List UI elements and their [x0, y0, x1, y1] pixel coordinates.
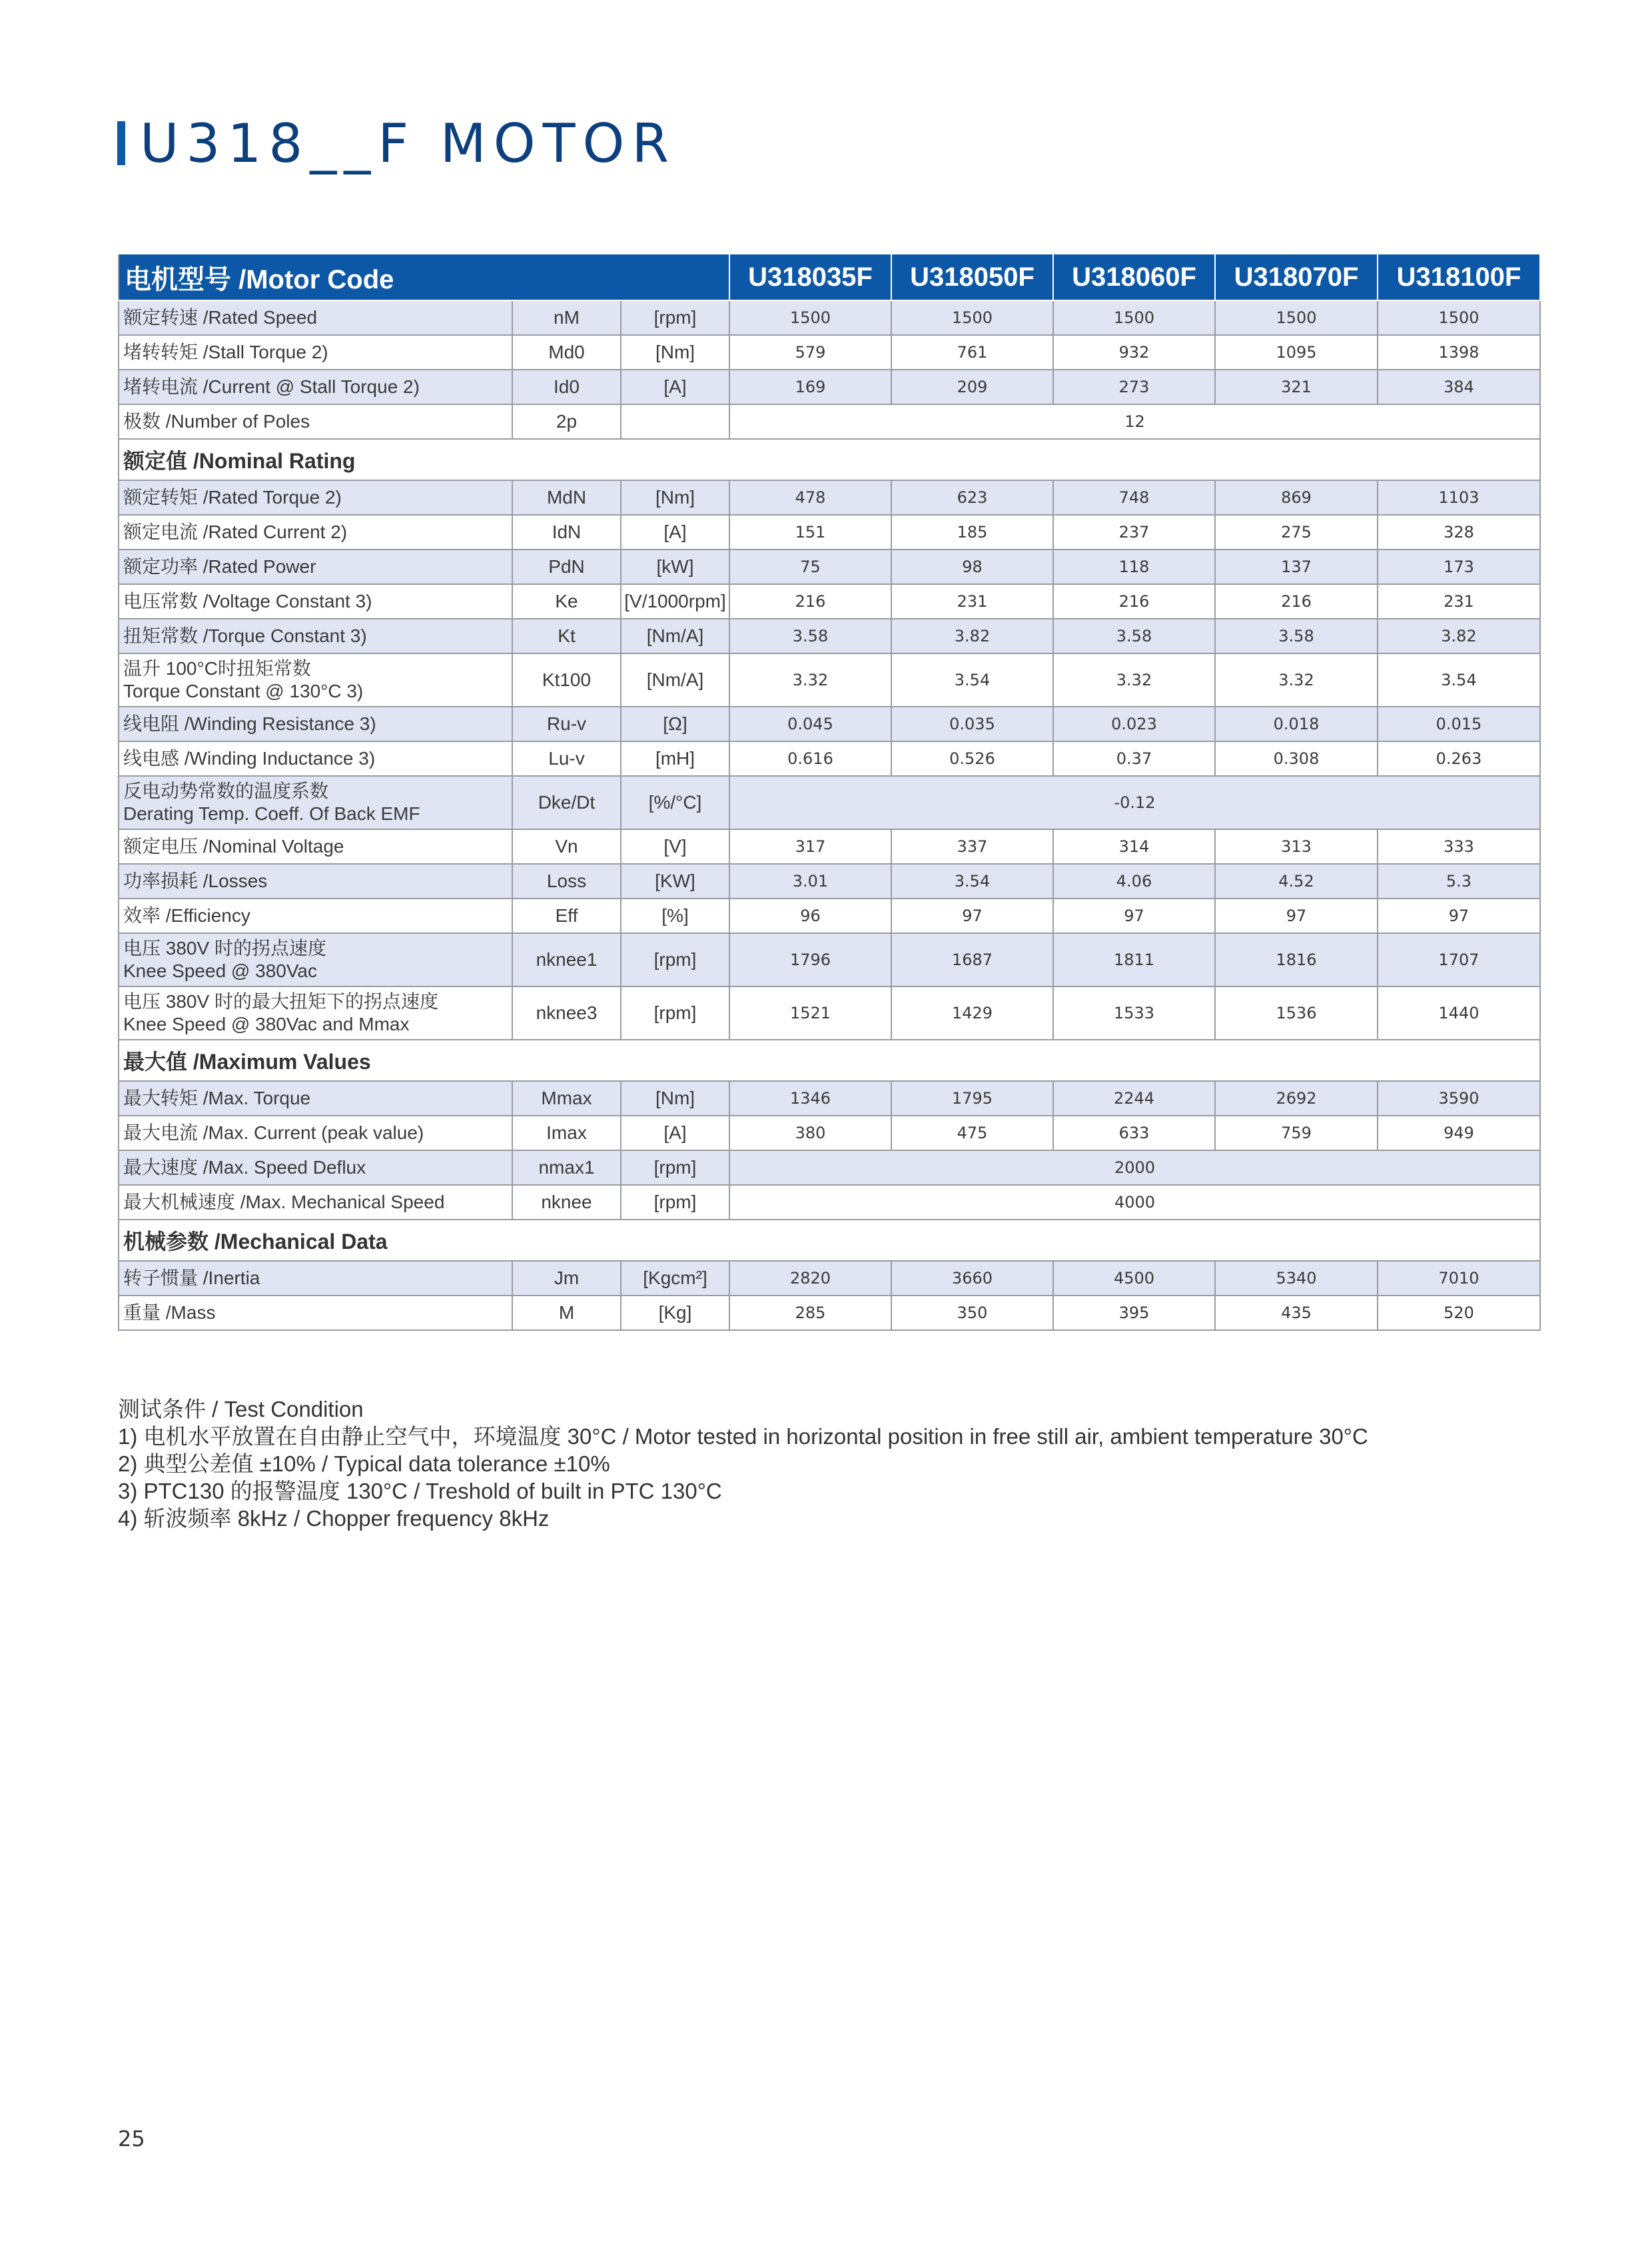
- table-row: [119, 986, 1540, 1040]
- value-cell: 1811: [1053, 933, 1215, 986]
- value-cell: 3.58: [1215, 619, 1378, 653]
- parameter-label-line: 额定电压 /Nominal Voltage: [123, 836, 344, 857]
- table-row: [119, 1081, 1540, 1116]
- value-cell: 478: [729, 480, 891, 515]
- test-conditions: [118, 1395, 1368, 1532]
- parameter-label: [119, 404, 512, 439]
- value-cell: 2692: [1215, 1081, 1378, 1116]
- section-heading: 机械参数 /Mechanical Data: [119, 1220, 1540, 1261]
- parameter-label: [119, 550, 512, 584]
- parameter-label-line: Derating Temp. Coeff. Of Back EMF: [123, 803, 420, 824]
- value-cell: 1707: [1378, 933, 1540, 986]
- value-cell: 185: [891, 515, 1053, 550]
- parameter-symbol: Imax: [512, 1116, 621, 1150]
- value-cell: 3590: [1378, 1081, 1540, 1116]
- parameter-symbol: Dke/Dt: [512, 776, 621, 829]
- value-cell: 1795: [891, 1081, 1053, 1116]
- parameter-unit: [Ω]: [621, 707, 729, 741]
- table-row: [119, 1116, 1540, 1150]
- note-item: 3) PTC130 的报警温度 130°C / Treshold of built in PTC 130°C: [118, 1479, 722, 1503]
- parameter-symbol: Vn: [512, 829, 621, 864]
- parameter-label-line: 额定电流 /Rated Current 2): [123, 522, 348, 542]
- value-cell: 3.01: [729, 864, 891, 899]
- table-row: [119, 899, 1540, 933]
- parameter-label-line: 电压常数 /Voltage Constant 3): [123, 591, 372, 611]
- value-cell: 384: [1378, 370, 1540, 404]
- section-row: [119, 439, 1540, 480]
- table-row: [119, 619, 1540, 653]
- parameter-unit: [Kgcm²]: [621, 1261, 729, 1296]
- section-heading: 最大值 /Maximum Values: [119, 1040, 1540, 1081]
- parameter-label-line: 温升 100°C时扭矩常数: [123, 658, 311, 679]
- parameter-symbol: nM: [512, 300, 621, 335]
- table-row: [119, 1261, 1540, 1296]
- parameter-unit: [KW]: [621, 864, 729, 899]
- page-number: 25: [118, 2126, 145, 2151]
- value-cell: 216: [1053, 584, 1215, 619]
- model-header: U318060F: [1053, 254, 1215, 300]
- parameter-label: [119, 480, 512, 515]
- table-row: [119, 370, 1540, 404]
- table-row: [119, 741, 1540, 776]
- value-cell: 3.58: [1053, 619, 1215, 653]
- table-row: [119, 1185, 1540, 1220]
- parameter-unit: [rpm]: [621, 300, 729, 335]
- parameter-label-line: Knee Speed @ 380Vac: [123, 960, 318, 981]
- parameter-label: [119, 370, 512, 404]
- parameter-unit: [mH]: [621, 741, 729, 776]
- parameter-unit: [kW]: [621, 550, 729, 584]
- value-cell: 1500: [1215, 300, 1378, 335]
- value-cell: 98: [891, 550, 1053, 584]
- value-cell: 173: [1378, 550, 1540, 584]
- value-cell: 151: [729, 515, 891, 550]
- parameter-label-line: 扭矩常数 /Torque Constant 3): [123, 625, 367, 646]
- parameter-symbol: PdN: [512, 550, 621, 584]
- table-row: [119, 1150, 1540, 1185]
- value-cell: 633: [1053, 1116, 1215, 1150]
- parameter-label-line: 堵转转矩 /Stall Torque 2): [123, 342, 328, 362]
- value-cell: 1533: [1053, 986, 1215, 1040]
- table-row: [119, 829, 1540, 864]
- parameter-label: [119, 707, 512, 741]
- value-cell: 0.616: [729, 741, 891, 776]
- parameter-label-line: 线电阻 /Winding Resistance 3): [123, 713, 376, 734]
- parameter-label: [119, 619, 512, 653]
- parameter-label-line: 转子惯量 /Inertia: [123, 1268, 260, 1288]
- table-header-row: [119, 254, 1540, 300]
- parameter-symbol: Loss: [512, 864, 621, 899]
- parameter-symbol: Lu-v: [512, 741, 621, 776]
- parameter-label: [119, 933, 512, 986]
- parameter-label: [119, 741, 512, 776]
- table-row: [119, 584, 1540, 619]
- parameter-symbol: Eff: [512, 899, 621, 933]
- value-cell: 3.32: [1215, 653, 1378, 707]
- value-cell: 0.015: [1378, 707, 1540, 741]
- parameter-label-line: 最大速度 /Max. Speed Deflux: [123, 1157, 366, 1178]
- value-cell: 2820: [729, 1261, 891, 1296]
- value-cell: 237: [1053, 515, 1215, 550]
- value-cell-merged: 12: [729, 404, 1540, 439]
- parameter-symbol: 2p: [512, 404, 621, 439]
- value-cell: 932: [1053, 335, 1215, 370]
- value-cell: 0.035: [891, 707, 1053, 741]
- value-cell: 1687: [891, 933, 1053, 986]
- value-cell: 3.54: [1378, 653, 1540, 707]
- value-cell: 231: [1378, 584, 1540, 619]
- table-row: [119, 515, 1540, 550]
- value-cell: 97: [1053, 899, 1215, 933]
- motor-code-label: 电机型号 /Motor Code: [119, 254, 729, 300]
- value-cell: 748: [1053, 480, 1215, 515]
- parameter-label: [119, 1185, 512, 1220]
- parameter-label: [119, 986, 512, 1040]
- note-item: 1) 电机水平放置在自由静止空气中，环境温度 30°C / Motor tested in horizontal position in free still air, ambient temperature 30°C: [118, 1424, 1368, 1449]
- value-cell: 96: [729, 899, 891, 933]
- parameter-unit: [Kg]: [621, 1296, 729, 1330]
- value-cell: 231: [891, 584, 1053, 619]
- parameter-symbol: nknee3: [512, 986, 621, 1040]
- parameter-symbol: nmax1: [512, 1150, 621, 1185]
- notes-heading: 测试条件 / Test Condition: [118, 1397, 364, 1421]
- parameter-unit: [V/1000rpm]: [621, 584, 729, 619]
- value-cell: 380: [729, 1116, 891, 1150]
- value-cell: 169: [729, 370, 891, 404]
- parameter-unit: [rpm]: [621, 1150, 729, 1185]
- parameter-unit: [V]: [621, 829, 729, 864]
- value-cell: 0.045: [729, 707, 891, 741]
- note-item: 4) 斩波频率 8kHz / Chopper frequency 8kHz: [118, 1506, 550, 1531]
- parameter-symbol: Md0: [512, 335, 621, 370]
- value-cell-merged: -0.12: [729, 776, 1540, 829]
- parameter-symbol: Mmax: [512, 1081, 621, 1116]
- parameter-label: [119, 653, 512, 707]
- table-row: [119, 1296, 1540, 1330]
- parameter-symbol: Kt100: [512, 653, 621, 707]
- parameter-symbol: nknee: [512, 1185, 621, 1220]
- value-cell: 273: [1053, 370, 1215, 404]
- value-cell: 337: [891, 829, 1053, 864]
- parameter-label-line: 额定转速 /Rated Speed: [123, 307, 318, 328]
- parameter-label-line: 重量 /Mass: [123, 1302, 216, 1323]
- table-row: [119, 300, 1540, 335]
- value-cell: 623: [891, 480, 1053, 515]
- value-cell: 4500: [1053, 1261, 1215, 1296]
- parameter-label: [119, 335, 512, 370]
- value-cell: 317: [729, 829, 891, 864]
- value-cell: 1103: [1378, 480, 1540, 515]
- value-cell: 579: [729, 335, 891, 370]
- parameter-unit: [Nm]: [621, 480, 729, 515]
- value-cell: 313: [1215, 829, 1378, 864]
- parameter-unit: [Nm/A]: [621, 619, 729, 653]
- parameter-label-line: 额定功率 /Rated Power: [123, 556, 316, 577]
- value-cell: 216: [1215, 584, 1378, 619]
- parameter-symbol: Jm: [512, 1261, 621, 1296]
- value-cell: 321: [1215, 370, 1378, 404]
- value-cell: 285: [729, 1296, 891, 1330]
- parameter-symbol: Id0: [512, 370, 621, 404]
- parameter-label-line: 最大机械速度 /Max. Mechanical Speed: [123, 1192, 445, 1212]
- value-cell: 97: [1215, 899, 1378, 933]
- value-cell: 97: [1378, 899, 1540, 933]
- value-cell: 5.3: [1378, 864, 1540, 899]
- value-cell: 0.263: [1378, 741, 1540, 776]
- parameter-label-line: 额定转矩 /Rated Torque 2): [123, 487, 342, 508]
- section-heading: 额定值 /Nominal Rating: [119, 439, 1540, 480]
- parameter-unit: [Nm]: [621, 335, 729, 370]
- parameter-label: [119, 1261, 512, 1296]
- value-cell: 328: [1378, 515, 1540, 550]
- value-cell: 0.023: [1053, 707, 1215, 741]
- table-row: [119, 335, 1540, 370]
- table-row: [119, 933, 1540, 986]
- value-cell: 4.52: [1215, 864, 1378, 899]
- value-cell: 209: [891, 370, 1053, 404]
- value-cell: 3.32: [1053, 653, 1215, 707]
- table-row: [119, 480, 1540, 515]
- parameter-symbol: M: [512, 1296, 621, 1330]
- parameter-label: [119, 1296, 512, 1330]
- value-cell: 3.54: [891, 864, 1053, 899]
- table-row: [119, 707, 1540, 741]
- parameter-label-line: 最大电流 /Max. Current (peak value): [123, 1122, 424, 1143]
- value-cell: 0.308: [1215, 741, 1378, 776]
- parameter-label-line: 最大转矩 /Max. Torque: [123, 1088, 311, 1108]
- table-row: [119, 776, 1540, 829]
- parameter-label-line: 效率 /Efficiency: [123, 905, 250, 926]
- parameter-label: [119, 829, 512, 864]
- parameter-unit: [%]: [621, 899, 729, 933]
- parameter-label: [119, 899, 512, 933]
- value-cell: 1095: [1215, 335, 1378, 370]
- value-cell: 3.58: [729, 619, 891, 653]
- value-cell: 1500: [729, 300, 891, 335]
- parameter-unit: [rpm]: [621, 986, 729, 1040]
- value-cell: 435: [1215, 1296, 1378, 1330]
- parameter-unit: [rpm]: [621, 1185, 729, 1220]
- value-cell-merged: 2000: [729, 1150, 1540, 1185]
- value-cell: 314: [1053, 829, 1215, 864]
- value-cell: 7010: [1378, 1261, 1540, 1296]
- parameter-label: [119, 584, 512, 619]
- value-cell: 3.82: [891, 619, 1053, 653]
- parameter-symbol: MdN: [512, 480, 621, 515]
- value-cell: 2244: [1053, 1081, 1215, 1116]
- value-cell: 0.018: [1215, 707, 1378, 741]
- value-cell: 3.32: [729, 653, 891, 707]
- value-cell: 1500: [1053, 300, 1215, 335]
- value-cell: 1796: [729, 933, 891, 986]
- value-cell: 759: [1215, 1116, 1378, 1150]
- value-cell: 5340: [1215, 1261, 1378, 1296]
- value-cell: 475: [891, 1116, 1053, 1150]
- parameter-label: [119, 1116, 512, 1150]
- parameter-label: [119, 300, 512, 335]
- value-cell: 275: [1215, 515, 1378, 550]
- parameter-unit: [A]: [621, 370, 729, 404]
- section-row: [119, 1040, 1540, 1081]
- value-cell: 1398: [1378, 335, 1540, 370]
- parameter-label: [119, 776, 512, 829]
- model-header: U318035F: [729, 254, 891, 300]
- value-cell: 1500: [891, 300, 1053, 335]
- table-row: [119, 864, 1540, 899]
- value-cell: 1816: [1215, 933, 1378, 986]
- parameter-unit: [621, 404, 729, 439]
- parameter-label-line: 电压 380V 时的最大扭矩下的拐点速度: [123, 991, 438, 1012]
- parameter-unit: [rpm]: [621, 933, 729, 986]
- value-cell: 3.54: [891, 653, 1053, 707]
- parameter-label: [119, 1081, 512, 1116]
- value-cell: 3660: [891, 1261, 1053, 1296]
- value-cell: 97: [891, 899, 1053, 933]
- parameter-label-line: Knee Speed @ 380Vac and Mmax: [123, 1014, 410, 1034]
- value-cell: 869: [1215, 480, 1378, 515]
- title-accent-bar: [117, 121, 125, 165]
- parameter-label-line: 线电感 /Winding Inductance 3): [123, 748, 376, 769]
- parameter-label-line: Torque Constant @ 130°C 3): [123, 681, 364, 701]
- value-cell: 0.526: [891, 741, 1053, 776]
- parameter-label-line: 反电动势常数的温度系数: [123, 781, 329, 801]
- parameter-symbol: Ke: [512, 584, 621, 619]
- value-cell: 1500: [1378, 300, 1540, 335]
- parameter-symbol: IdN: [512, 515, 621, 550]
- value-cell: 118: [1053, 550, 1215, 584]
- spec-table: [118, 253, 1541, 1331]
- parameter-symbol: nknee1: [512, 933, 621, 986]
- model-header: U318070F: [1215, 254, 1378, 300]
- value-cell: 75: [729, 550, 891, 584]
- note-item: 2) 典型公差值 ±10% / Typical data tolerance ±10%: [118, 1451, 610, 1476]
- parameter-label-line: 功率损耗 /Losses: [123, 871, 268, 891]
- value-cell: 761: [891, 335, 1053, 370]
- parameter-symbol: Kt: [512, 619, 621, 653]
- value-cell: 350: [891, 1296, 1053, 1330]
- value-cell: 4.06: [1053, 864, 1215, 899]
- parameter-label-line: 电压 380V 时的拐点速度: [123, 938, 326, 958]
- value-cell: 520: [1378, 1296, 1540, 1330]
- parameter-label: [119, 864, 512, 899]
- value-cell: 1536: [1215, 986, 1378, 1040]
- parameter-label-line: 极数 /Number of Poles: [123, 411, 310, 432]
- model-header: U318050F: [891, 254, 1053, 300]
- table-row: [119, 653, 1540, 707]
- parameter-unit: [A]: [621, 1116, 729, 1150]
- value-cell: 1346: [729, 1081, 891, 1116]
- value-cell: 1440: [1378, 986, 1540, 1040]
- value-cell: 1429: [891, 986, 1053, 1040]
- parameter-unit: [A]: [621, 515, 729, 550]
- section-row: [119, 1220, 1540, 1261]
- parameter-label: [119, 515, 512, 550]
- value-cell: 333: [1378, 829, 1540, 864]
- value-cell: 216: [729, 584, 891, 619]
- value-cell: 949: [1378, 1116, 1540, 1150]
- parameter-unit: [%/°C]: [621, 776, 729, 829]
- value-cell: 3.82: [1378, 619, 1540, 653]
- value-cell: 137: [1215, 550, 1378, 584]
- table-row: [119, 550, 1540, 584]
- table-row: [119, 404, 1540, 439]
- parameter-symbol: Ru-v: [512, 707, 621, 741]
- value-cell: 395: [1053, 1296, 1215, 1330]
- parameter-unit: [Nm]: [621, 1081, 729, 1116]
- value-cell: 1521: [729, 986, 891, 1040]
- value-cell: 0.37: [1053, 741, 1215, 776]
- model-header: U318100F: [1378, 254, 1540, 300]
- parameter-label-line: 堵转电流 /Current @ Stall Torque 2): [123, 376, 420, 397]
- parameter-label: [119, 1150, 512, 1185]
- value-cell-merged: 4000: [729, 1185, 1540, 1220]
- parameter-unit: [Nm/A]: [621, 653, 729, 707]
- page-title: U318__F MOTOR: [140, 113, 677, 175]
